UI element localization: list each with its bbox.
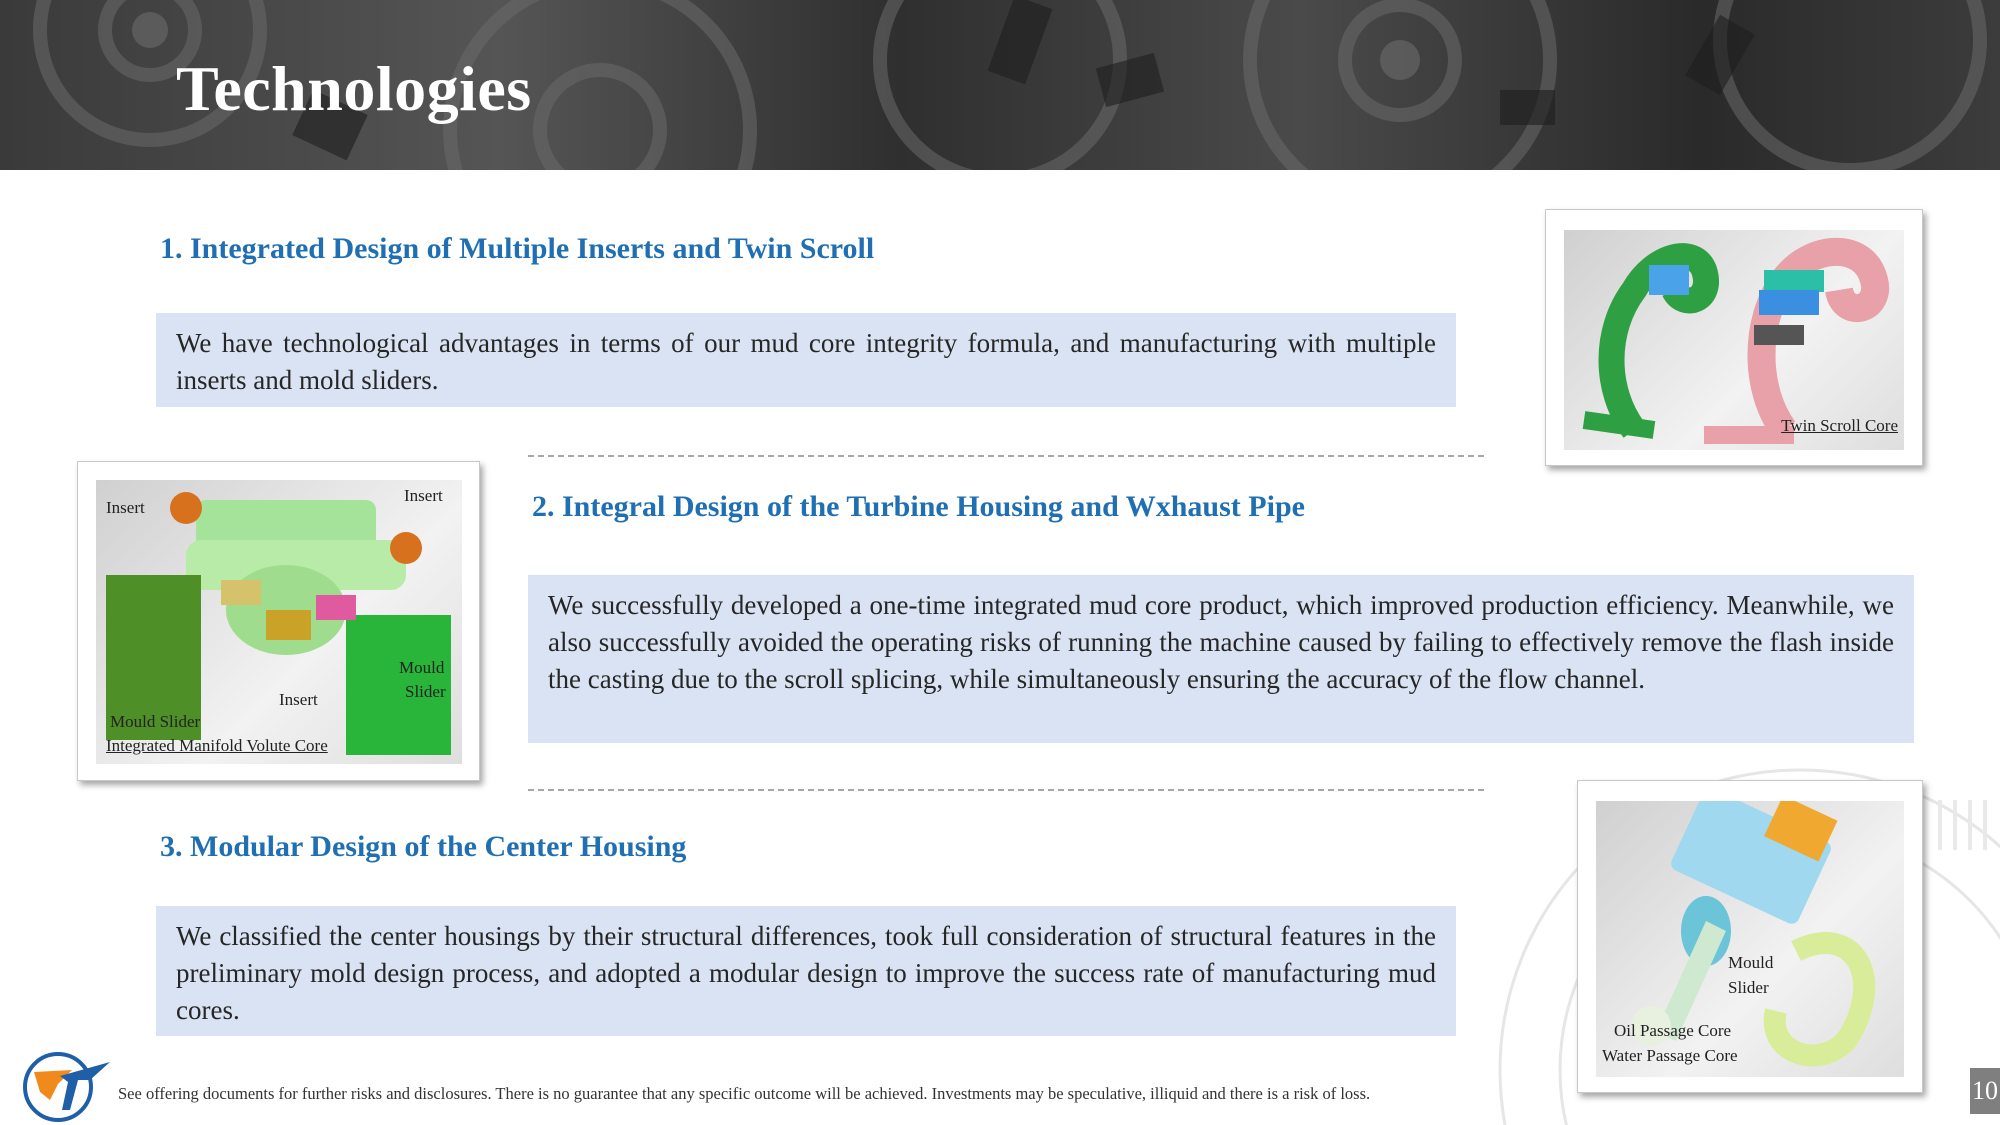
- divider-1: [528, 455, 1484, 457]
- label-mould-1: Mould: [1728, 953, 1774, 972]
- section-2-body: We successfully developed a one-time integrated mud core product, which improved production efficiency. Meanwhile, we also successfully avoided the operating risks of running the machine caused by failing to effectively remove the flash inside the casting due to the scroll splicing, while simultaneously ensuring the accuracy of the flow channel.: [528, 575, 1914, 743]
- twin-scroll-figure: [1545, 209, 1923, 466]
- label-insert-left: Insert: [106, 498, 145, 517]
- center-housing-figure: [1577, 780, 1923, 1093]
- manifold-caption: Integrated Manifold Volute Core: [106, 736, 328, 755]
- header-banner: [0, 0, 2000, 170]
- divider-2: [528, 789, 1484, 791]
- section-1-heading: 1. Integrated Design of Multiple Inserts and Twin Scroll: [160, 232, 875, 265]
- label-insert-bottom: Insert: [279, 690, 318, 709]
- disclaimer-text: See offering documents for further risks and disclosures. There is no guarantee that any specific outcome will be achieved. Investments may be speculative, illiquid and there is a risk of loss.: [118, 1084, 1371, 1103]
- twin-scroll-caption: Twin Scroll Core: [1781, 416, 1898, 435]
- manifold-figure: [77, 461, 480, 781]
- label-mould-slider-left: Mould Slider: [110, 712, 201, 731]
- page-number: 10: [1970, 1068, 2000, 1114]
- section-3-body: We classified the center housings by their structural differences, took full consideration of structural features in the preliminary mold design process, and adopted a modular design to improve the success rate of manufacturing mud cores.: [156, 906, 1456, 1036]
- section-2-heading: 2. Integral Design of the Turbine Housing and Wxhaust Pipe: [532, 490, 1305, 523]
- label-mould-right-1: Mould: [399, 658, 445, 677]
- company-logo: [20, 1052, 112, 1122]
- section-3-heading: 3. Modular Design of the Center Housing: [160, 830, 687, 863]
- label-oil-passage: Oil Passage Core: [1614, 1021, 1732, 1040]
- label-insert-right: Insert: [404, 486, 443, 505]
- page-title: Technologies: [176, 53, 532, 124]
- label-mould-2: Slider: [1728, 978, 1769, 997]
- section-1-body: We have technological advantages in terms of our mud core integrity formula, and manufacturing with multiple inserts and mold sliders.: [156, 313, 1456, 407]
- label-mould-right-2: Slider: [405, 682, 446, 701]
- label-water-passage: Water Passage Core: [1602, 1046, 1738, 1065]
